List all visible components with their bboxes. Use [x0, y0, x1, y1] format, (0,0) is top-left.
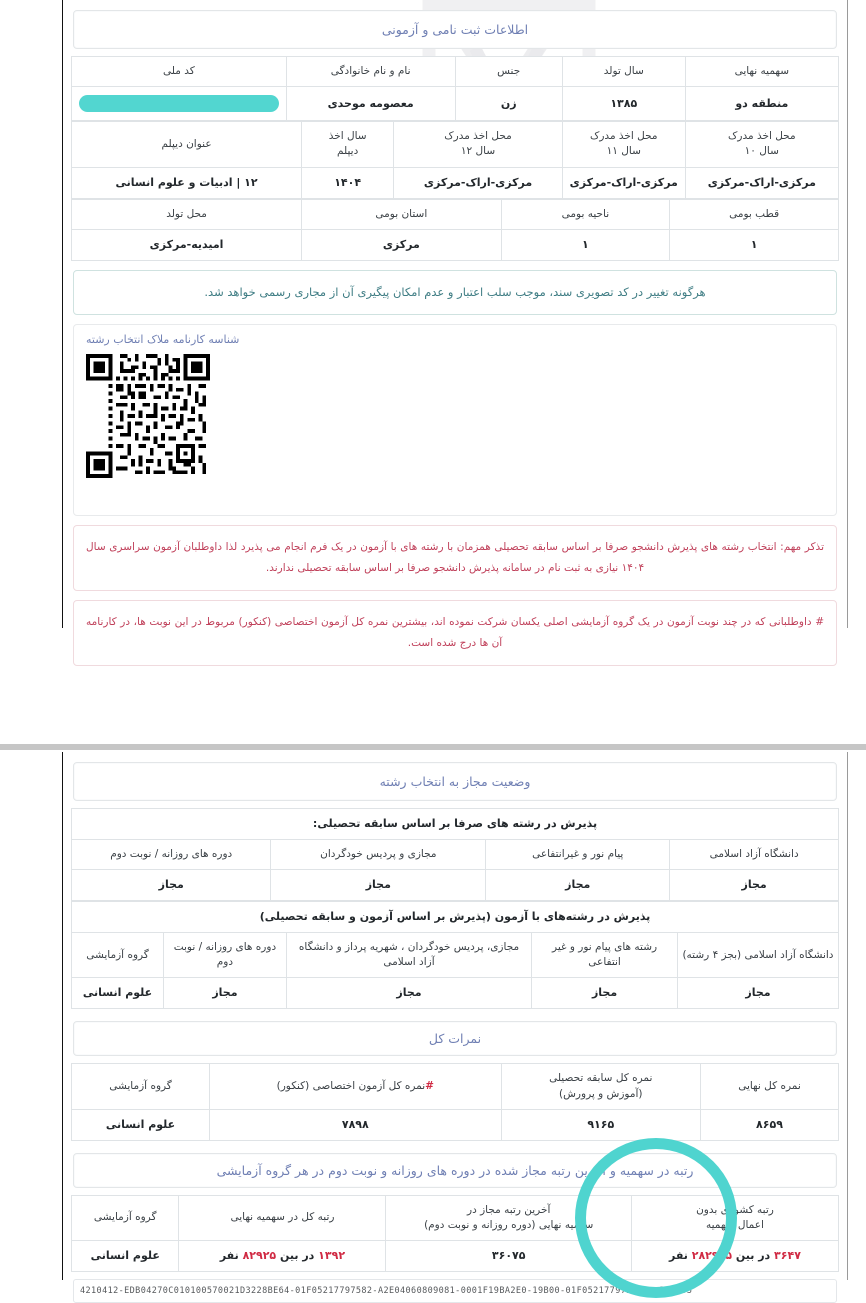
col-ranks-exam-group: گروه آزمایشی — [72, 1195, 179, 1240]
col-native-province: استان بومی — [302, 199, 501, 229]
col-native-district: ناحیه بومی — [501, 199, 670, 229]
eligibility-sabeghe-table — [71, 808, 839, 901]
qr-code-icon — [86, 354, 210, 478]
value-total-rank-in-quota — [179, 1241, 386, 1272]
qr-panel — [73, 324, 837, 516]
value-daily-secondshift: مجاز — [72, 870, 271, 901]
value-last-allowed-rank: ۳۶۰۷۵ — [386, 1241, 631, 1272]
value-virtual-campus: مجاز — [271, 870, 486, 901]
value-exam-group: علوم انسانی — [72, 978, 164, 1009]
value-birth-year: ۱۳۸۵ — [562, 87, 685, 121]
qr-wrap — [86, 354, 824, 482]
col-daily-secondshift: دوره های روزانه / نوبت دوم — [72, 839, 271, 869]
country-rank-total: ۲۸۲۹۸۵ — [691, 1249, 733, 1263]
table-row — [72, 167, 839, 198]
value-virtual-campus-paid-azad: مجاز — [286, 978, 531, 1009]
value-diploma-place-y11: مرکزی-اراک-مرکزی — [562, 167, 685, 198]
important-notice-2: # داوطلبانی که در چند نوبت آزمون در یک گروه آزمایشی اصلی یکسان شرکت نموده اند، بیشترین نمره کل آزمون اختصاصی (کنکور) مربوط در این نوبت ها، در کارنامه آن ها درج شده است. — [73, 600, 837, 666]
hash-marker: # — [425, 1080, 434, 1093]
integrity-notice: هرگونه تغییر در کد تصویری سند، موجب سلب اعتبار و عدم امکان پیگیری آن از مجاری رسمی خواهد شد. — [73, 270, 837, 316]
value-azad-university: مجاز — [670, 870, 839, 901]
page-separator — [0, 744, 866, 750]
value-daily-secondshift-exam: مجاز — [164, 978, 287, 1009]
col-exam-group: گروه آزمایشی — [72, 933, 164, 978]
value-diploma-title: ۱۲ | ادبیات و علوم انسانی — [72, 167, 302, 198]
value-native-pole: ۱ — [670, 229, 839, 260]
value-academic-record-score: ۹۱۶۵ — [501, 1109, 700, 1140]
col-diploma-year: سال اخذ دیپلم — [302, 122, 394, 167]
col-diploma-title: عنوان دیپلم — [72, 122, 302, 167]
value-azad-except-4: مجاز — [677, 978, 838, 1009]
col-full-name: نام و نام خانوادگی — [286, 57, 455, 87]
table-row — [72, 1064, 839, 1109]
value-native-province: مرکزی — [302, 229, 501, 260]
col-azad-except-4: دانشگاه آزاد اسلامی (بجز ۴ رشته) — [677, 933, 838, 978]
col-daily-secondshift-exam: دوره های روزانه / نوبت دوم — [164, 933, 287, 978]
quota-rank-unit: نفر — [219, 1249, 239, 1263]
col-diploma-place-y10: محل اخذ مدرک سال ۱۰ — [685, 122, 838, 167]
azmoon-caption: پذیرش در رشته‌های با آزمون (پذیرش بر اساس آزمون و سابقه تحصیلی) — [72, 902, 839, 933]
col-academic-record-score: نمره کل سابقه تحصیلی (آموزش و پرورش) — [501, 1064, 700, 1109]
col-national-code: کد ملی — [72, 57, 287, 87]
col-final-quota: سهمیه نهایی — [685, 57, 838, 87]
table-row — [72, 839, 839, 869]
table-row — [72, 229, 839, 260]
table-row — [72, 57, 839, 87]
value-native-district: ۱ — [501, 229, 670, 260]
quota-rank-number: ۱۳۹۲ — [318, 1249, 346, 1263]
col-scores-exam-group: گروه آزمایشی — [72, 1064, 210, 1109]
value-diploma-place-y12: مرکزی-اراک-مرکزی — [394, 167, 563, 198]
col-native-pole: قطب بومی — [670, 199, 839, 229]
table-row — [72, 933, 839, 978]
table-row — [72, 199, 839, 229]
qr-label: شناسه کارنامه ملاک انتخاب رشته — [86, 333, 240, 347]
table-row — [72, 87, 839, 121]
ranks-section-title: رتبه در سهمیه و آخرین رتبه مجاز شده در دوره های روزانه و نوبت دوم در هر گروه آزمایشی — [73, 1153, 837, 1188]
verification-code: 4210412-EDB04270C010100570021D3228BE64-01F05217797582-A2E04060809081-0001F19BA2E0-19B00-01F05217797582-ae372-V5 — [73, 1279, 837, 1303]
value-diploma-year: ۱۴۰۴ — [302, 167, 394, 198]
scores-section-title: نمرات کل — [73, 1021, 837, 1056]
col-azad-university: دانشگاه آزاد اسلامی — [670, 839, 839, 869]
value-full-name: معصومه موحدی — [286, 87, 455, 121]
value-diploma-place-y10: مرکزی-اراک-مرکزی — [685, 167, 838, 198]
value-country-rank-no-quota — [631, 1241, 838, 1272]
table-row — [72, 902, 839, 933]
col-konkur-score: #نمره کل آزمون اختصاصی (کنکور) — [210, 1064, 501, 1109]
table-row — [72, 870, 839, 901]
table-row — [72, 122, 839, 167]
important-notice-1: تذکر مهم: انتخاب رشته های پذیرش دانشجو صرفا بر اساس سابقه تحصیلی همزمان با رشته های با آزمون در یک فرم انجام می پذیرد لذا داوطلبان آزمون سراسری سال ۱۴۰۴ نیازی به ثبت نام در سامانه پذیرش دانشجو صرفا بر اساس سابقه تحصیلی ندارند. — [73, 525, 837, 591]
col-payamnoor-nonprofit: پیام نور و غیرانتفاعی — [486, 839, 670, 869]
value-payamnoor-nonprofit: مجاز — [486, 870, 670, 901]
value-ranks-exam-group: علوم انسانی — [72, 1241, 179, 1272]
col-last-allowed-rank: آخرین رتبه مجاز در سهمیه نهایی (دوره روزانه و نوبت دوم) — [386, 1195, 631, 1240]
col-diploma-place-y12: محل اخذ مدرک سال ۱۲ — [394, 122, 563, 167]
value-gender: زن — [455, 87, 562, 121]
col-country-rank-no-quota: رتبه کشوری بدون اعمال سهمیه — [631, 1195, 838, 1240]
quota-rank-total: ۸۲۹۲۵ — [242, 1249, 277, 1263]
country-rank-unit: نفر — [669, 1249, 688, 1263]
country-rank-mid: در بین — [735, 1249, 771, 1263]
table-row — [72, 1241, 839, 1272]
ranks-table — [71, 1195, 839, 1272]
value-birth-place: امیدیه-مرکزی — [72, 229, 302, 260]
col-virtual-campus-paid-azad: مجازی، پردیس خودگردان ، شهریه پرداز و دانشگاه آزاد اسلامی — [286, 933, 531, 978]
eligibility-section-title: وضعیت مجاز به انتخاب رشته — [73, 762, 837, 801]
col-total-rank-in-quota: رتبه کل در سهمیه نهایی — [179, 1195, 386, 1240]
col-final-total-score: نمره کل نهایی — [700, 1064, 838, 1109]
value-payamnoor-nonprofit-exam: مجاز — [532, 978, 678, 1009]
table-row — [72, 978, 839, 1009]
col-birth-year: سال تولد — [562, 57, 685, 87]
diploma-table — [71, 121, 839, 198]
col-diploma-place-y11: محل اخذ مدرک سال ۱۱ — [562, 122, 685, 167]
value-final-quota: منطقه دو — [685, 87, 838, 121]
table-row — [72, 1195, 839, 1240]
national-code-redaction-bar — [79, 95, 279, 112]
col-gender: جنس — [455, 57, 562, 87]
value-konkur-score: ۷۸۹۸ — [210, 1109, 501, 1140]
result-card-page-1 — [62, 0, 848, 650]
value-scores-exam-group: علوم انسانی — [72, 1109, 210, 1140]
col-virtual-campus: مجازی و پردیس خودگردان — [271, 839, 486, 869]
col-birth-place: محل تولد — [72, 199, 302, 229]
identity-table — [71, 56, 839, 121]
value-national-code — [72, 87, 287, 121]
table-row — [72, 809, 839, 840]
page1-section-title: اطلاعات ثبت نامی و آزمونی — [73, 10, 837, 49]
result-card-page-2 — [62, 752, 848, 1297]
eligibility-azmoon-table — [71, 901, 839, 1009]
sabeghe-caption: پذیرش در رشته های صرفا بر اساس سابقه تحصیلی: — [72, 809, 839, 840]
quota-rank-mid: در بین — [280, 1249, 315, 1263]
birthplace-table — [71, 199, 839, 261]
scores-table — [71, 1063, 839, 1140]
col-payamnoor-nonprofit-exam: رشته های پیام نور و غیر انتفاعی — [532, 933, 678, 978]
value-final-total-score: ۸۶۵۹ — [700, 1109, 838, 1140]
table-row — [72, 1109, 839, 1140]
country-rank-number: ۳۶۴۷ — [774, 1249, 801, 1263]
